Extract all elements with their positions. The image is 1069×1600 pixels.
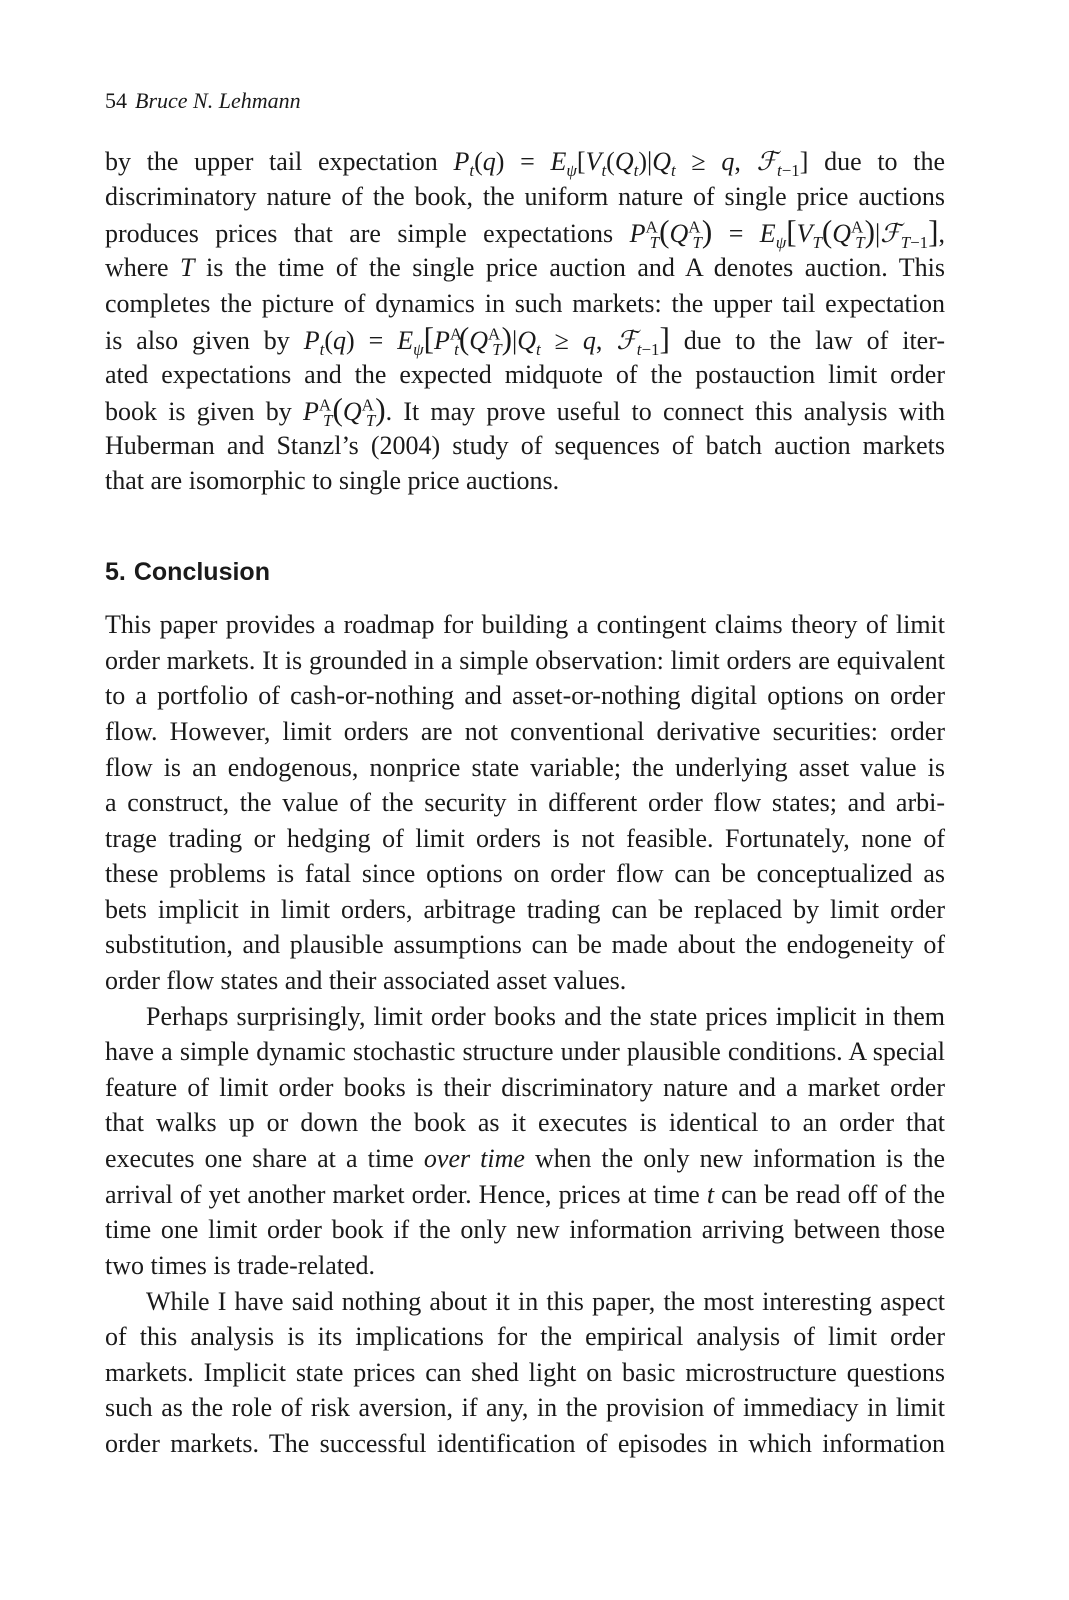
text-line: produces prices that are simple expectations $P^A_T(Q^A_T)$ = $E_\psi[V_T(Q^A_T)|ℱ_{T-1}]$,: [105, 214, 945, 253]
math-inline: $P^A_T(Q^A_T)$ = $E_\psi[V_T(Q^A_T)|ℱ_{T-1}]$,: [629, 214, 945, 253]
text-line: order markets. The successful identification of episodes in which information: [105, 1429, 945, 1458]
text-line: such as the role of risk aversion, if any, in the provision of immediacy in limit: [105, 1393, 945, 1422]
text-line: a construct, the value of the security in different order flow states; and arbi-: [105, 788, 945, 817]
text-line: markets. Implicit state prices can shed light on basic microstructure questions: [105, 1358, 945, 1387]
section-number: 5.: [105, 558, 126, 586]
text-line: order flow states and their associated asset values.: [105, 966, 627, 995]
text-line: these problems is fatal since options on order flow can be conceptualized as: [105, 859, 945, 888]
text-line: feature of limit order books is their discriminatory nature and a market order: [105, 1073, 945, 1102]
running-head-author: Bruce N. Lehmann: [135, 88, 301, 113]
text-line: that are isomorphic to single price auctions.: [105, 466, 560, 495]
emphasis: over time: [423, 1144, 525, 1173]
text-line: have a simple dynamic stochastic structure under plausible conditions. A special: [105, 1037, 945, 1066]
text-line: discriminatory nature of the book, the uniform nature of single price auctions: [105, 182, 945, 211]
text-line: flow. However, limit orders are not conventional derivative securities: order: [105, 717, 945, 746]
text-line: executes one share at a time over time when the only new information is the: [105, 1144, 945, 1173]
text-line: is also given by $P_t(q) = E_\psi[P^A_t(Q^A_T)|Q_t \ge q$, ℱ$_{t-1}$] due to the law of iter-: [105, 321, 946, 360]
text-line: bets implicit in limit orders, arbitrage trading can be replaced by limit order: [105, 895, 945, 924]
text-line: flow is an endogenous, nonprice state variable; the underlying asset value is: [105, 753, 945, 782]
text-line: ated expectations and the expected midquote of the postauction limit order: [105, 360, 945, 389]
text-line: arrival of yet another market order. Hence, prices at time t can be read off of the: [105, 1180, 945, 1209]
running-head: [105, 86, 301, 116]
text-line: of this analysis is its implications for the empirical analysis of limit order: [105, 1322, 945, 1351]
text-line: that walks up or down the book as it executes is identical to an order that: [105, 1108, 945, 1137]
text-line: Huberman and Stanzl’s (2004) study of sequences of batch auction markets: [105, 431, 945, 460]
text-line: trage trading or hedging of limit orders is not feasible. Fortunately, none of: [105, 824, 945, 853]
section-title: Conclusion: [133, 558, 270, 586]
text-line: This paper provides a roadmap for building a contingent claims theory of limit: [105, 610, 945, 639]
text-line: book is given by $P^A_T(Q^A_T)$. It may prove useful to connect this analysis with: [105, 392, 945, 431]
math-inline: $P_t(q) = E_\psi[P^A_t(Q^A_T)|Q_t \ge q$, ℱ$_{t-1}$]: [303, 321, 670, 360]
text-line: by the upper tail expectation $P_t(q) = E_\psi[V_t(Q_t)|Q_t \ge q$, ℱ$_{t-1}$] due to the: [105, 147, 946, 181]
section-heading: [105, 554, 270, 590]
text-line: to a portfolio of cash-or-nothing and asset-or-nothing digital options on order: [105, 681, 945, 710]
text-line: order markets. It is grounded in a simple observation: limit orders are equivalent: [105, 646, 945, 675]
text-line: completes the picture of dynamics in such markets: the upper tail expectation: [105, 289, 945, 318]
text-line: time one limit order book if the only new information arriving between those: [105, 1215, 945, 1244]
text-line: where T is the time of the single price auction and A denotes auction. This: [105, 253, 946, 282]
math-inline: $P^A_T(Q^A_T)$: [302, 392, 386, 431]
text-line: Perhaps surprisingly, limit order books and the state prices implicit in them: [146, 1002, 945, 1031]
text-line: While I have said nothing about it in this paper, the most interesting aspect: [146, 1287, 945, 1316]
text-line: two times is trade-related.: [105, 1251, 376, 1280]
text-line: substitution, and plausible assumptions can be made about the endogeneity of: [105, 930, 945, 959]
math-inline: $P_t(q) = E_\psi[V_t(Q_t)|Q_t \ge q$, ℱ$_{t-1}$]: [453, 147, 809, 181]
page-number: 54: [105, 88, 127, 113]
